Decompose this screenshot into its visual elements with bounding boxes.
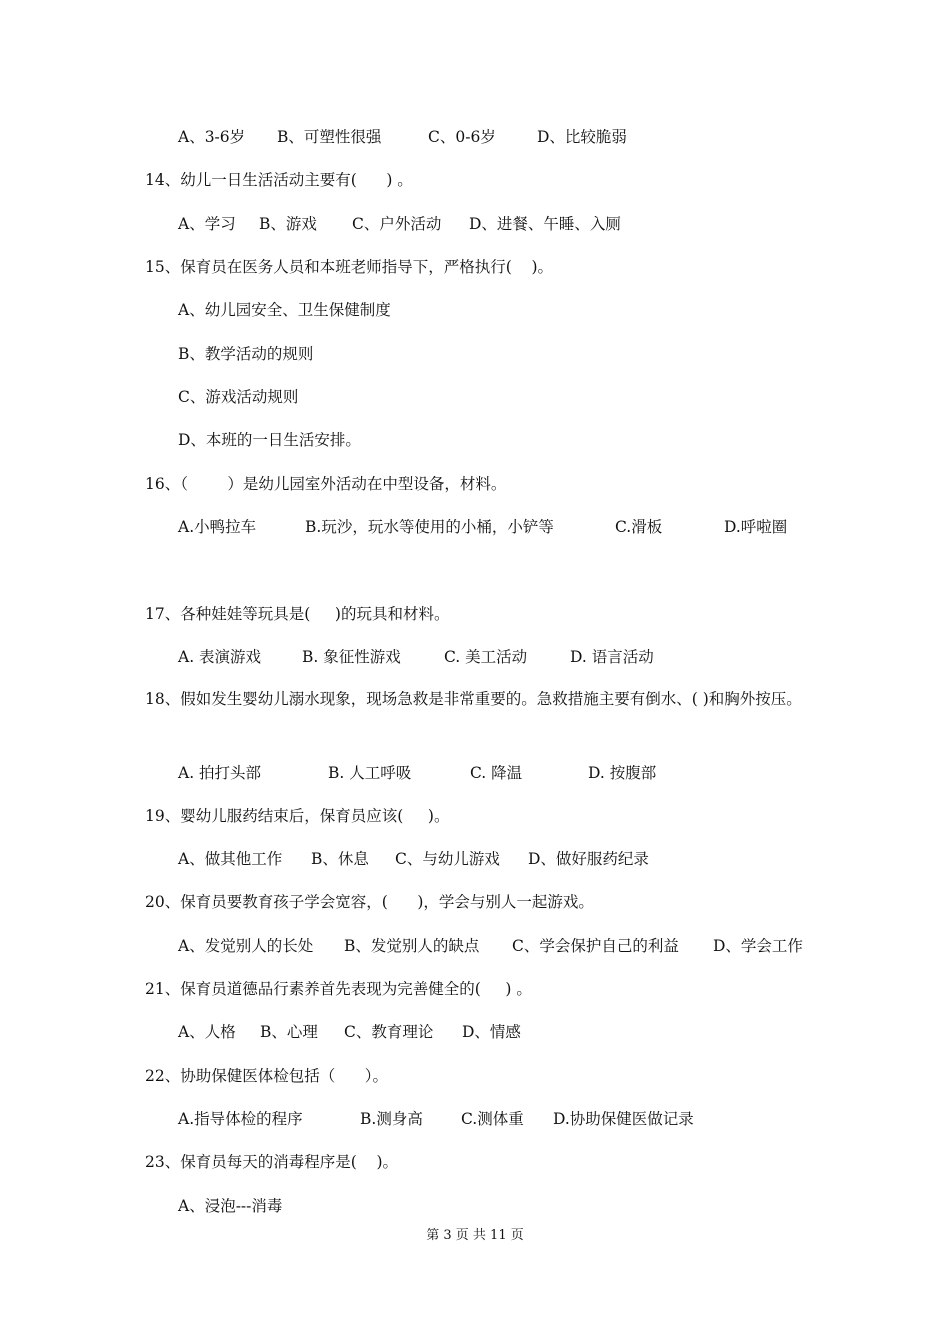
q15-question: 15、保育员在医务人员和本班老师指导下，严格执行( )。 xyxy=(145,258,554,276)
q16-option-a: A.小鸭拉车 xyxy=(178,518,257,536)
q18-option-d: D. 按腹部 xyxy=(588,764,657,782)
q19-option-b: B、休息 xyxy=(311,850,369,868)
q21-option-d: D、情感 xyxy=(462,1023,521,1041)
q20-option-d: D、学会工作 xyxy=(713,937,803,955)
q22-option-b: B.测身高 xyxy=(360,1110,423,1128)
q16-question: 16、（ ）是幼儿园室外活动在中型设备，材料。 xyxy=(145,475,507,493)
q14-option-a: A、学习 xyxy=(178,215,236,233)
q13-option-c: C、0-6岁 xyxy=(428,128,496,146)
page-footer: 第 3 页 共 11 页 xyxy=(426,1228,524,1243)
q15-option-b: B、教学活动的规则 xyxy=(178,345,314,363)
q14-option-d: D、进餐、午睡、入厕 xyxy=(469,215,621,233)
q20-option-b: B、发觉别人的缺点 xyxy=(344,937,480,955)
q15-option-c: C、游戏活动规则 xyxy=(178,388,299,406)
q16-option-b: B.玩沙，玩水等使用的小桶，小铲等 xyxy=(305,518,554,536)
q20-option-c: C、学会保护自己的利益 xyxy=(512,937,679,955)
q22-option-c: C.测体重 xyxy=(461,1110,524,1128)
q22-option-a: A.指导体检的程序 xyxy=(178,1110,303,1128)
q18-question: 18、假如发生婴幼儿溺水现象，现场急救是非常重要的。急救措施主要有倒水、( )和胸外按压。 xyxy=(145,690,802,708)
q20-question: 20、保育员要教育孩子学会宽容，( )，学会与别人一起游戏。 xyxy=(145,893,594,911)
q18-option-b: B. 人工呼吸 xyxy=(328,764,412,782)
q18-option-a: A. 拍打头部 xyxy=(178,764,262,782)
q20-option-a: A、发觉别人的长处 xyxy=(178,937,314,955)
q17-question: 17、各种娃娃等玩具是( )的玩具和材料。 xyxy=(145,605,450,623)
q19-option-c: C、与幼儿游戏 xyxy=(395,850,500,868)
q14-option-c: C、户外活动 xyxy=(352,215,442,233)
q15-option-d: D、本班的一日生活安排。 xyxy=(178,431,361,449)
q17-option-c: C. 美工活动 xyxy=(444,648,528,666)
q21-option-c: C、教育理论 xyxy=(344,1023,434,1041)
q16-option-d: D.呼啦圈 xyxy=(724,518,788,536)
q21-question: 21、保育员道德品行素养首先表现为完善健全的( ) 。 xyxy=(145,980,532,998)
q22-question: 22、协助保健医体检包括（ ）。 xyxy=(145,1067,389,1085)
q21-option-b: B、心理 xyxy=(260,1023,318,1041)
q19-question: 19、婴幼儿服药结束后，保育员应该( )。 xyxy=(145,807,450,825)
q23-question: 23、保育员每天的消毒程序是( )。 xyxy=(145,1153,399,1171)
q13-option-a: A、3-6岁 xyxy=(178,128,246,146)
q17-option-b: B. 象征性游戏 xyxy=(302,648,401,666)
q14-question: 14、幼儿一日生活活动主要有( ) 。 xyxy=(145,171,413,189)
q14-option-b: B、游戏 xyxy=(259,215,317,233)
q23-option-a: A、浸泡---消毒 xyxy=(178,1197,283,1215)
q13-option-b: B、可塑性很强 xyxy=(277,128,382,146)
q13-option-d: D、比较脆弱 xyxy=(537,128,627,146)
q18-option-c: C. 降温 xyxy=(470,764,523,782)
q17-option-a: A. 表演游戏 xyxy=(178,648,262,666)
q19-option-a: A、做其他工作 xyxy=(178,850,283,868)
q15-option-a: A、幼儿园安全、卫生保健制度 xyxy=(178,301,391,319)
q22-option-d: D.协助保健医做记录 xyxy=(553,1110,694,1128)
q19-option-d: D、做好服药纪录 xyxy=(528,850,649,868)
q17-option-d: D. 语言活动 xyxy=(570,648,654,666)
q21-option-a: A、人格 xyxy=(178,1023,236,1041)
q16-option-c: C.滑板 xyxy=(615,518,663,536)
